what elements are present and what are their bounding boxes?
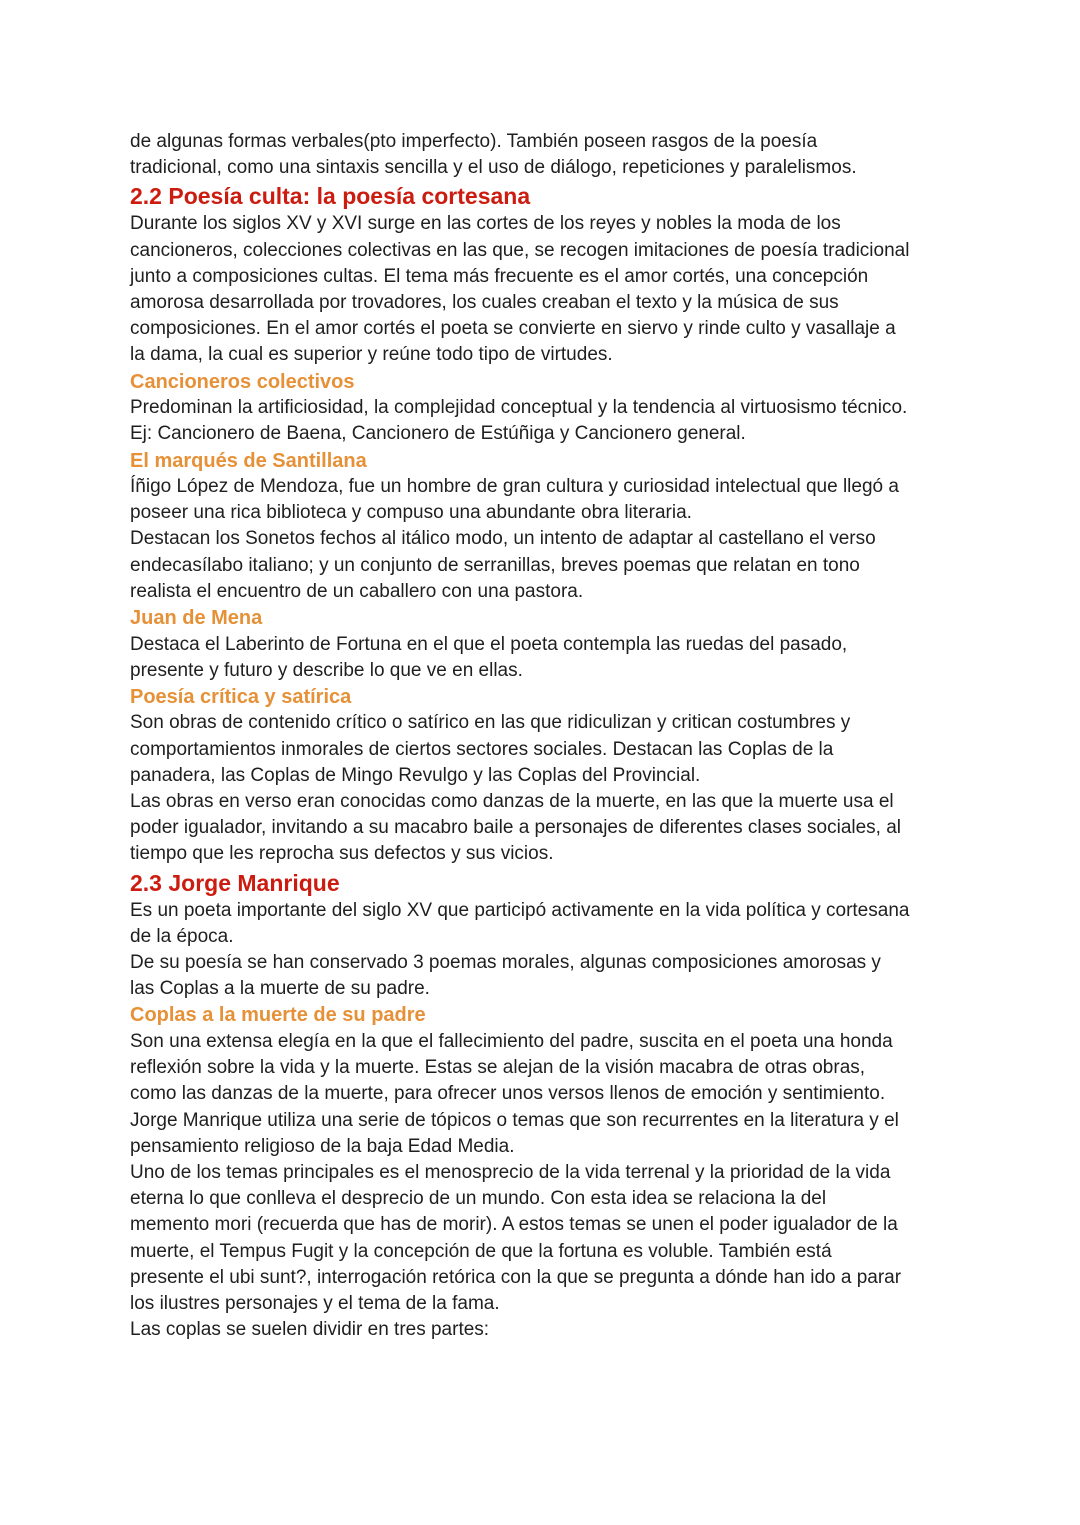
text-line: pensamiento religioso de la baja Edad Media. (130, 1135, 515, 1157)
text-line: muerte, el Tempus Fugit y la concepción de que la fortuna es voluble. También está (130, 1240, 832, 1262)
text-line: presente y futuro y describe lo que ve en ellas. (130, 659, 523, 681)
text-line: comportamientos inmorales de ciertos sectores sociales. Destacan las Coplas de la (130, 738, 834, 760)
text-line: de algunas formas verbales(pto imperfecto). También poseen rasgos de la poesía (130, 131, 818, 152)
text-line: cancioneros, colecciones colectivas en las que, se recogen imitaciones de poesía tradicional (130, 239, 910, 261)
text-line: las Coplas a la muerte de su padre. (130, 978, 430, 1000)
text-line: poseer una rica biblioteca y compuso una abundante obra literaria. (130, 502, 692, 524)
text-line: tradicional, como una sintaxis sencilla y el uso de diálogo, repeticiones y paralelismos. (130, 157, 857, 179)
text-line: realista el encuentro de un caballero con una pastora. (130, 580, 584, 602)
santillana-paragraph (130, 474, 960, 605)
manrique-paragraph (130, 898, 960, 1003)
mena-paragraph (130, 632, 960, 684)
text-line: reflexión sobre la vida y la muerte. Estas se alejan de la visión macabra de otras obras, (130, 1057, 866, 1079)
subheading-poesia-critica: Poesía crítica y satírica (130, 685, 352, 708)
text-line: Jorge Manrique utiliza una serie de tópicos o temas que son recurrentes en la literatura y el (130, 1109, 899, 1131)
text-line: panadera, las Coplas de Mingo Revulgo y las Coplas del Provincial. (130, 764, 701, 786)
text-line: de la época. (130, 925, 234, 947)
poesia-culta-paragraph (130, 211, 960, 368)
critica-paragraph (130, 710, 960, 867)
coplas-paragraph (130, 1029, 960, 1343)
text-line: Ej: Cancionero de Baena, Cancionero de Estúñiga y Cancionero general. (130, 423, 746, 445)
text-line: Es un poeta importante del siglo XV que participó activamente en la vida política y cortesana (130, 899, 910, 921)
text-line: Las coplas se suelen dividir en tres partes: (130, 1319, 490, 1341)
text-line: Destacan los Sonetos fechos al itálico modo, un intento de adaptar al castellano el verso (130, 528, 876, 550)
text-line: los ilustres personajes y el tema de la fama. (130, 1293, 500, 1315)
text-line: presente el ubi sunt?, interrogación retórica con la que se pregunta a dónde han ido a parar (130, 1266, 902, 1288)
text-line: Durante los siglos XV y XVI surge en las cortes de los reyes y nobles la moda de los (130, 213, 841, 235)
text-line: composiciones. En el amor cortés el poeta se convierte en siervo y rinde culto y vasallaje a (130, 318, 896, 340)
text-line: Destaca el Laberinto de Fortuna en el que el poeta contempla las ruedas del pasado, (130, 633, 848, 655)
cancioneros-paragraph (130, 395, 960, 447)
text-line: Las obras en verso eran conocidas como danzas de la muerte, en las que la muerte usa el (130, 791, 894, 813)
subheading-coplas: Coplas a la muerte de su padre (130, 1004, 426, 1027)
text-line: memento mori (recuerda que has de morir). A estos temas se unen el poder igualador de la (130, 1214, 898, 1236)
subheading-juan-de-mena: Juan de Mena (130, 607, 263, 630)
text-line: junto a composiciones cultas. El tema más frecuente es el amor cortés, una concepción (130, 265, 869, 287)
text-line: poder igualador, invitando a su macabro baile a personajes de diferentes clases sociales, al (130, 817, 902, 839)
subheading-cancioneros: Cancioneros colectivos (130, 370, 355, 393)
text-line: tiempo que les reprocha sus defectos y sus vicios. (130, 843, 554, 865)
document-page (130, 129, 960, 1343)
text-line: Son obras de contenido crítico o satírico en las que ridiculizan y critican costumbres y (130, 712, 851, 734)
text-line: Predominan la artificiosidad, la complejidad conceptual y la tendencia al virtuosismo técnico. (130, 397, 908, 419)
text-line: Íñigo López de Mendoza, fue un hombre de gran cultura y curiosidad intelectual que llegó a (130, 476, 899, 498)
subheading-santillana: El marqués de Santillana (130, 449, 367, 472)
section-heading-jorge-manrique: 2.3 Jorge Manrique (130, 869, 340, 896)
section-heading-poesia-culta: 2.2 Poesía culta: la poesía cortesana (130, 183, 531, 210)
intro-paragraph (130, 129, 960, 181)
text-line: la dama, la cual es superior y reúne todo tipo de virtudes. (130, 344, 613, 366)
text-line: amorosa desarrollada por trovadores, los cuales creaban el texto y la música de sus (130, 292, 839, 314)
text-line: Son una extensa elegía en la que el fallecimiento del padre, suscita en el poeta una honda (130, 1030, 893, 1052)
text-line: como las danzas de la muerte, para ofrecer unos versos llenos de emoción y sentimiento. (130, 1083, 886, 1105)
text-line: De su poesía se han conservado 3 poemas morales, algunas composiciones amorosas y (130, 952, 881, 974)
text-line: Uno de los temas principales es el menosprecio de la vida terrenal y la prioridad de la vida (130, 1162, 891, 1183)
text-line: endecasílabo italiano; y un conjunto de serranillas, breves poemas que relatan en tono (130, 554, 860, 576)
text-line: eterna lo que conlleva el desprecio de un mundo. Con esta idea se relaciona la del (130, 1188, 827, 1210)
